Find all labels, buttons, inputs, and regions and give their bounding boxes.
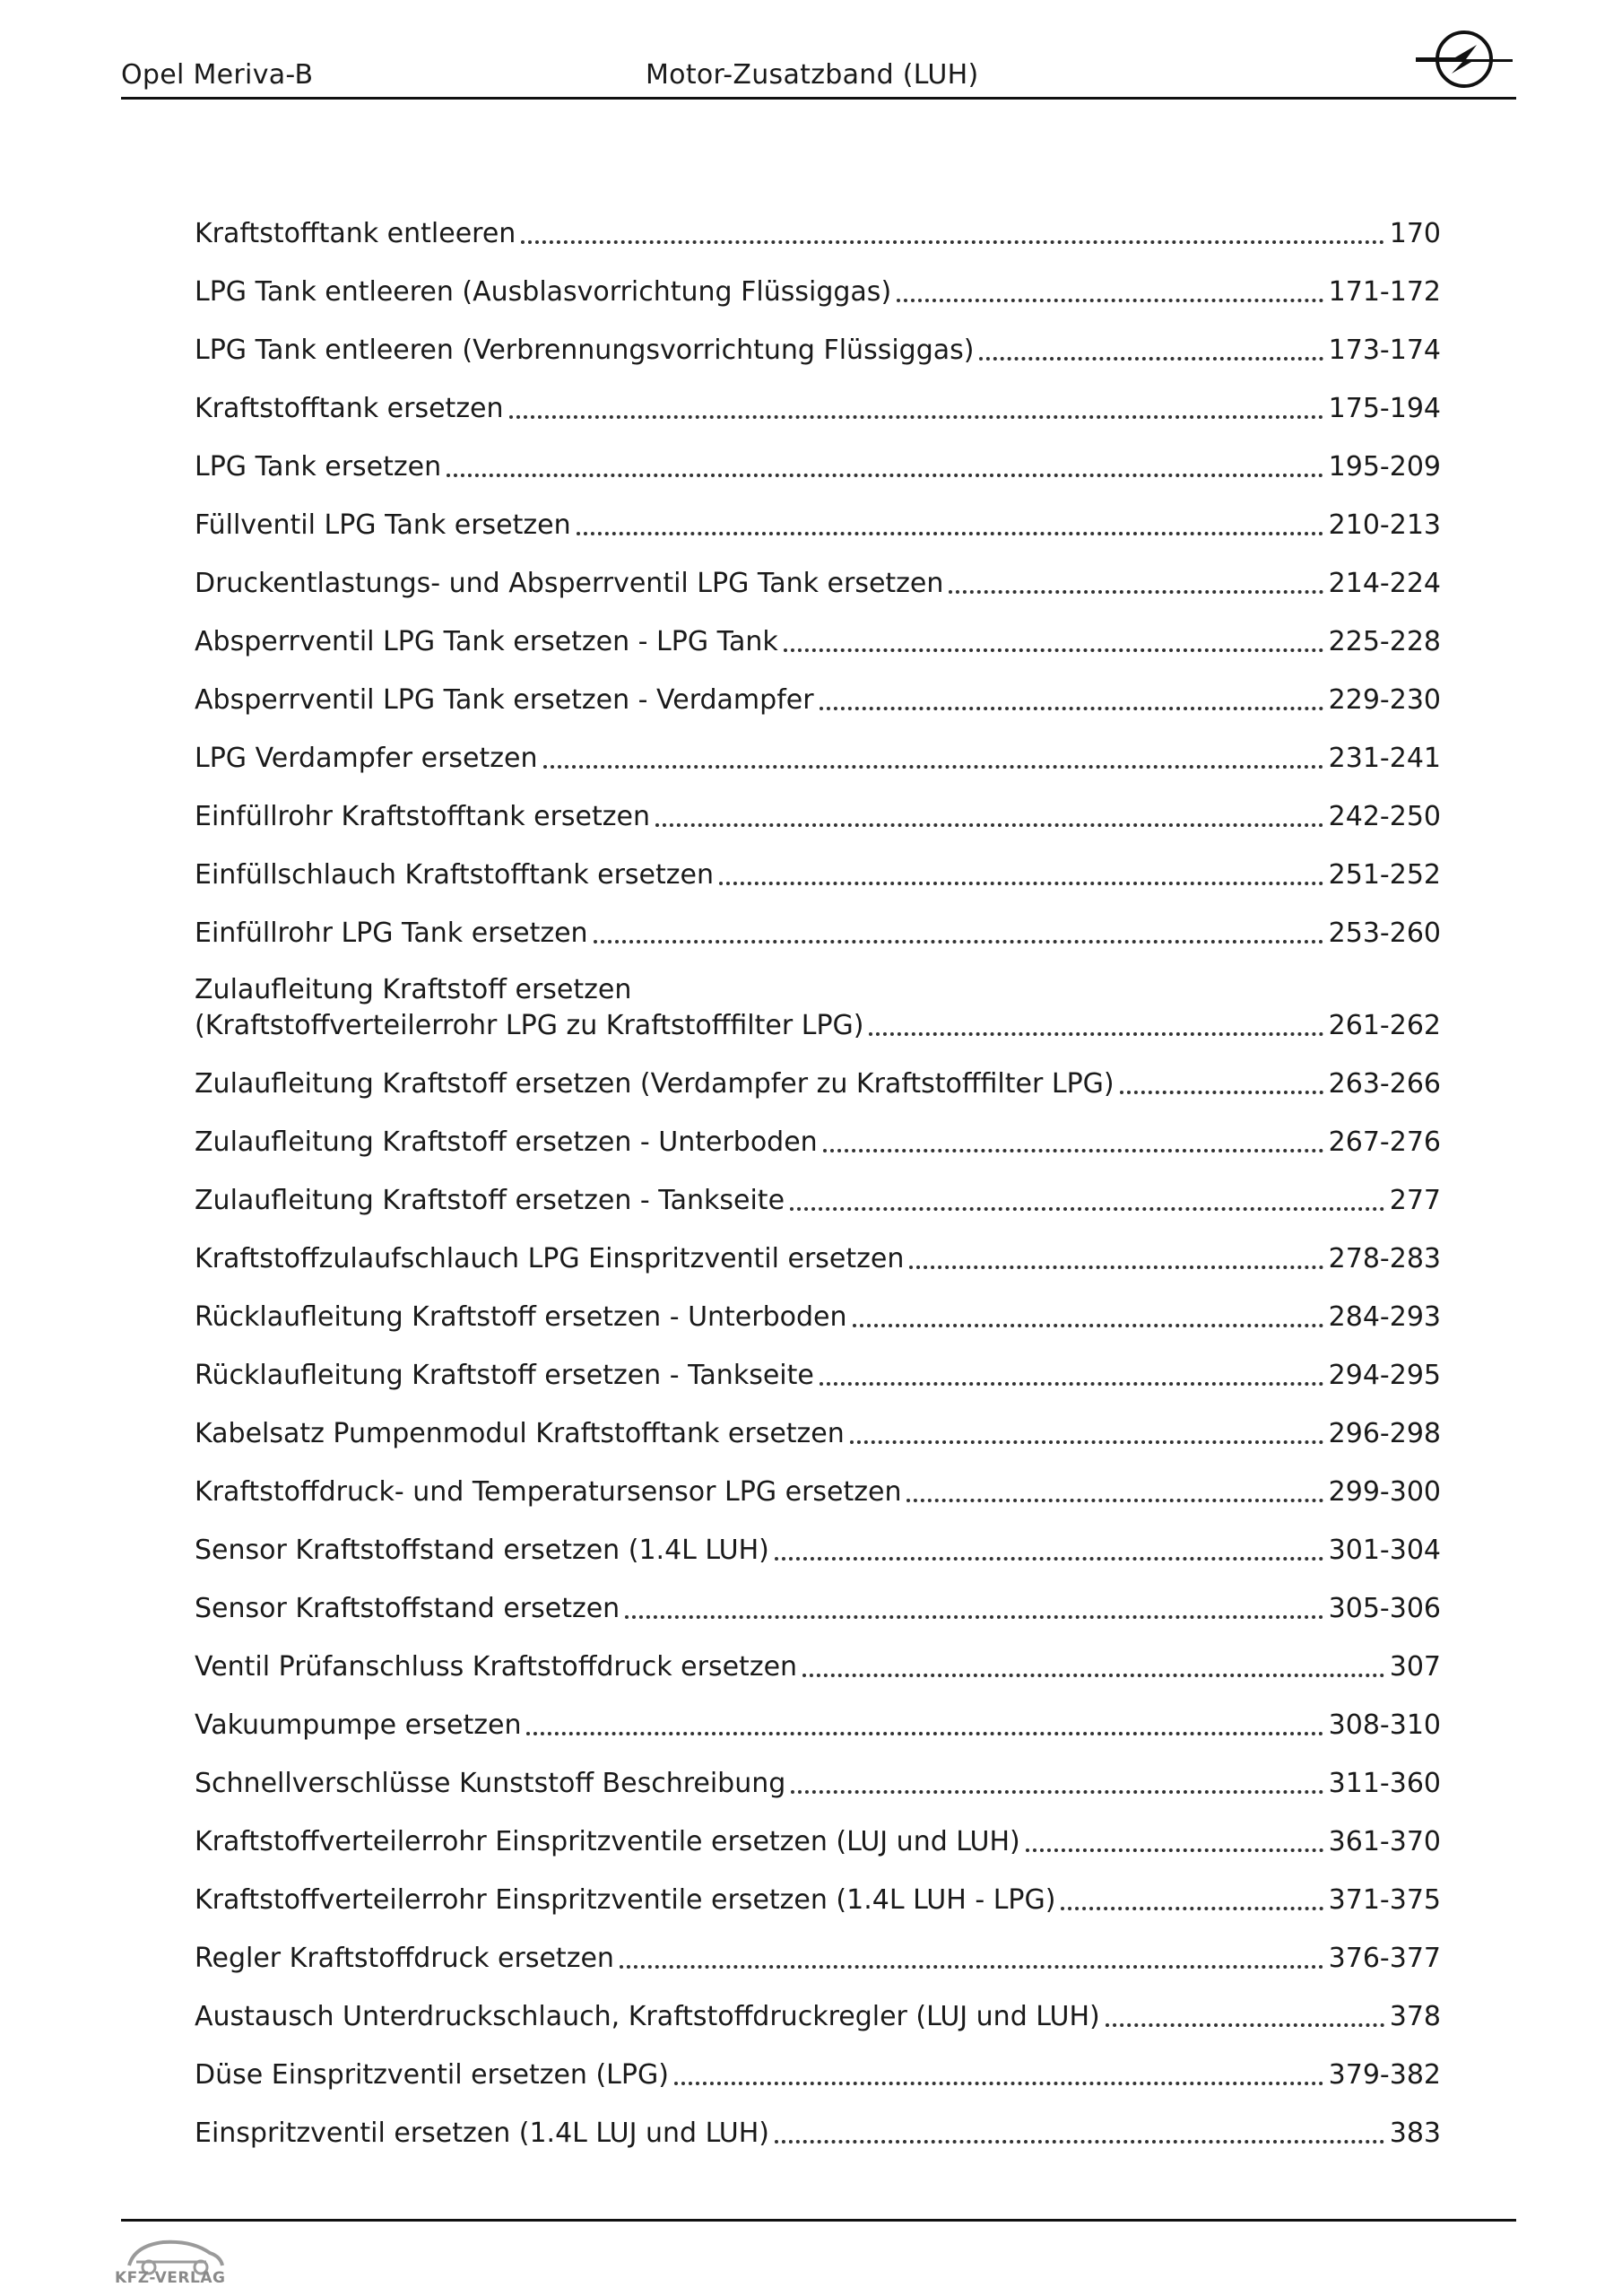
toc-dot-leader [897, 299, 1323, 302]
toc-entry-title: Rücklaufleitung Kraftstoff ersetzen - Tankseite [195, 1360, 814, 1391]
toc-entry-title: Kabelsatz Pumpenmodul Kraftstofftank ersetzen [195, 1418, 845, 1449]
toc-entry-title: Zulaufleitung Kraftstoff ersetzen - Tankseite [195, 1185, 785, 1216]
toc-dot-leader [655, 823, 1323, 827]
toc-dot-leader [447, 474, 1323, 477]
header-model: Opel Meriva-B [121, 59, 314, 91]
toc-entry-title: Einfüllschlauch Kraftstofftank ersetzen [195, 859, 714, 891]
toc-entry-title: LPG Verdampfer ersetzen [195, 743, 538, 774]
toc-dot-leader [869, 1032, 1323, 1036]
toc-dot-leader [674, 2082, 1323, 2085]
header-manual-title: Motor-Zusatzband (LUH) [646, 59, 979, 91]
toc-entry-page: 171-172 [1328, 276, 1441, 308]
toc-entry-page: 225-228 [1328, 626, 1441, 657]
toc-entry [195, 952, 1441, 1044]
toc-dot-leader [802, 1674, 1384, 1677]
toc-entry-page: 278-283 [1328, 1243, 1441, 1274]
toc-entry-title: Kraftstoffdruck- und Temperatursensor LPG ersetzen [195, 1476, 902, 1508]
toc-entry [195, 1102, 1441, 1161]
toc-entry-page: 251-252 [1328, 859, 1441, 891]
toc-entry-page: 307 [1389, 1651, 1441, 1683]
toc-dot-leader [1026, 1848, 1323, 1852]
toc-entry [195, 1452, 1441, 1510]
toc-dot-leader [853, 1324, 1323, 1327]
toc-entry-page: 267-276 [1328, 1126, 1441, 1158]
toc-entry [195, 1802, 1441, 1860]
toc-dot-leader [823, 1149, 1323, 1152]
toc-entry [195, 1044, 1441, 1102]
toc-entry-page: 301-304 [1328, 1535, 1441, 1566]
toc-entry-page: 376-377 [1328, 1943, 1441, 1974]
toc-entry-title: Kraftstoffzulaufschlauch LPG Einspritzventil ersetzen [195, 1243, 905, 1274]
toc-dot-leader [775, 1557, 1323, 1561]
toc-entry-page: 277 [1389, 1185, 1441, 1216]
toc-entry [195, 718, 1441, 777]
toc-entry-page: 308-310 [1328, 1709, 1441, 1741]
toc-entry-title: Rücklaufleitung Kraftstoff ersetzen - Unterboden [195, 1301, 847, 1333]
toc-entry [195, 252, 1441, 310]
toc-entry-title: Einfüllrohr Kraftstofftank ersetzen [195, 801, 650, 832]
toc-entry-page: 231-241 [1328, 743, 1441, 774]
toc-entry [195, 369, 1441, 427]
toc-entry [195, 777, 1441, 835]
toc-entry-page: 305-306 [1328, 1593, 1441, 1624]
toc-entry-page: 263-266 [1328, 1068, 1441, 1100]
page-header [121, 57, 1516, 100]
toc-entry [195, 544, 1441, 602]
toc-entry-title: Einfüllrohr LPG Tank ersetzen [195, 918, 588, 949]
toc-entry [195, 1977, 1441, 2035]
toc-entry [195, 194, 1441, 252]
toc-entry [195, 1860, 1441, 1918]
toc-entry-page: 299-300 [1328, 1476, 1441, 1508]
toc-dot-leader [775, 2140, 1384, 2144]
toc-entry [195, 835, 1441, 893]
toc-dot-leader [625, 1615, 1323, 1619]
toc-entry-page: 253-260 [1328, 918, 1441, 949]
toc-entry-title: Druckentlastungs- und Absperrventil LPG Tank ersetzen [195, 568, 944, 599]
toc-entry-title: Kraftstoffverteilerrohr Einspritzventile ersetzen (1.4L LUH - LPG) [195, 1884, 1056, 1916]
toc-entry-page: 379-382 [1328, 2059, 1441, 2091]
toc-dot-leader [850, 1440, 1323, 1444]
toc-dot-leader [906, 1499, 1323, 1502]
toc-entry-page: 195-209 [1328, 451, 1441, 483]
toc-entry-page: 261-262 [1328, 1010, 1441, 1041]
toc-entry-page: 284-293 [1328, 1301, 1441, 1333]
toc-entry-page: 229-230 [1328, 684, 1441, 716]
footer-brand: KFZ-VERLAG [115, 2269, 226, 2287]
toc-dot-leader [620, 1965, 1323, 1969]
toc-entry-title: Kraftstofftank ersetzen [195, 393, 504, 424]
toc-entry [195, 893, 1441, 952]
toc-entry [195, 1744, 1441, 1802]
toc-entry-title: LPG Tank ersetzen [195, 451, 442, 483]
toc-dot-leader [790, 1207, 1384, 1211]
toc-dot-leader [1120, 1091, 1323, 1094]
toc-dot-leader [784, 648, 1323, 652]
toc-entry-title: Kraftstofftank entleeren [195, 218, 516, 249]
toc-entry-title-line1: Zulaufleitung Kraftstoff ersetzen [195, 974, 632, 1005]
toc-entry-title: Kraftstoffverteilerrohr Einspritzventile ersetzen (LUJ und LUH) [195, 1826, 1020, 1857]
toc-entry [195, 427, 1441, 485]
toc-entry [195, 1277, 1441, 1335]
toc-entry-title: Zulaufleitung Kraftstoff ersetzen (Verdampfer zu Kraftstofffilter LPG) [195, 1068, 1115, 1100]
toc-entry-page: 175-194 [1328, 393, 1441, 424]
toc-entry-page: 361-370 [1328, 1826, 1441, 1857]
toc-entry-title: Vakuumpumpe ersetzen [195, 1709, 522, 1741]
toc-entry [195, 1685, 1441, 1744]
toc-dot-leader [909, 1265, 1323, 1269]
toc-dot-leader [577, 532, 1323, 535]
toc-entry [195, 1569, 1441, 1627]
toc-entry-title: LPG Tank entleeren (Verbrennungsvorrichtung Flüssiggas) [195, 335, 975, 366]
toc-entry-page: 383 [1389, 2118, 1441, 2149]
toc-entry-page: 170 [1389, 218, 1441, 249]
toc-entry-title: Austausch Unterdruckschlauch, Kraftstoffdruckregler (LUJ und LUH) [195, 2001, 1100, 2032]
toc-entry [195, 1219, 1441, 1277]
toc-entry-title: Sensor Kraftstoffstand ersetzen [195, 1593, 620, 1624]
toc-dot-leader [820, 707, 1323, 710]
toc-entry [195, 660, 1441, 718]
toc-entry-title: Ventil Prüfanschluss Kraftstoffdruck ersetzen [195, 1651, 798, 1683]
toc-entry [195, 1510, 1441, 1569]
toc-entry-page: 242-250 [1328, 801, 1441, 832]
opel-logo-icon [1412, 25, 1516, 90]
toc-entry-title: Schnellverschlüsse Kunststoff Beschreibung [195, 1768, 786, 1799]
toc-entry-title: Zulaufleitung Kraftstoff ersetzen - Unterboden [195, 1126, 818, 1158]
toc-dot-leader [719, 882, 1323, 885]
toc-entry-page: 296-298 [1328, 1418, 1441, 1449]
toc-entry [195, 2035, 1441, 2093]
toc-dot-leader [594, 940, 1323, 944]
toc-entry-title: Sensor Kraftstoffstand ersetzen (1.4L LUH) [195, 1535, 769, 1566]
toc-dot-leader [509, 415, 1323, 419]
toc-dot-leader [820, 1382, 1323, 1386]
toc-entry [195, 1394, 1441, 1452]
toc-dot-leader [526, 1732, 1323, 1735]
toc-entry [195, 1918, 1441, 1977]
toc-entry-title: (Kraftstoffverteilerrohr LPG zu Kraftstofffilter LPG) [195, 1010, 864, 1041]
toc-entry [195, 602, 1441, 660]
toc-entry-page: 214-224 [1328, 568, 1441, 599]
toc-entry [195, 1627, 1441, 1685]
table-of-contents [195, 194, 1441, 2152]
toc-dot-leader [1106, 2023, 1384, 2027]
toc-entry-page: 210-213 [1328, 509, 1441, 541]
toc-entry [195, 310, 1441, 369]
toc-entry-title: Einspritzventil ersetzen (1.4L LUJ und LUH) [195, 2118, 770, 2149]
toc-entry-title: Düse Einspritzventil ersetzen (LPG) [195, 2059, 669, 2091]
toc-dot-leader [521, 240, 1383, 244]
toc-entry-page: 311-360 [1328, 1768, 1441, 1799]
toc-entry-page: 294-295 [1328, 1360, 1441, 1391]
toc-entry-page: 173-174 [1328, 335, 1441, 366]
toc-entry [195, 1335, 1441, 1394]
toc-entry-title: Absperrventil LPG Tank ersetzen - LPG Tank [195, 626, 778, 657]
toc-entry [195, 485, 1441, 544]
toc-dot-leader [791, 1790, 1323, 1794]
toc-entry-page: 371-375 [1328, 1884, 1441, 1916]
toc-entry [195, 1161, 1441, 1219]
toc-dot-leader [979, 357, 1323, 361]
toc-entry-title: Regler Kraftstoffdruck ersetzen [195, 1943, 614, 1974]
footer-divider [121, 2219, 1516, 2222]
toc-entry-title: LPG Tank entleeren (Ausblasvorrichtung Flüssiggas) [195, 276, 892, 308]
toc-dot-leader [949, 590, 1323, 594]
toc-entry [195, 2093, 1441, 2152]
toc-entry-title: Absperrventil LPG Tank ersetzen - Verdampfer [195, 684, 814, 716]
toc-dot-leader [543, 765, 1323, 769]
toc-dot-leader [1061, 1907, 1323, 1910]
toc-entry-page: 378 [1389, 2001, 1441, 2032]
toc-entry-title: Füllventil LPG Tank ersetzen [195, 509, 571, 541]
